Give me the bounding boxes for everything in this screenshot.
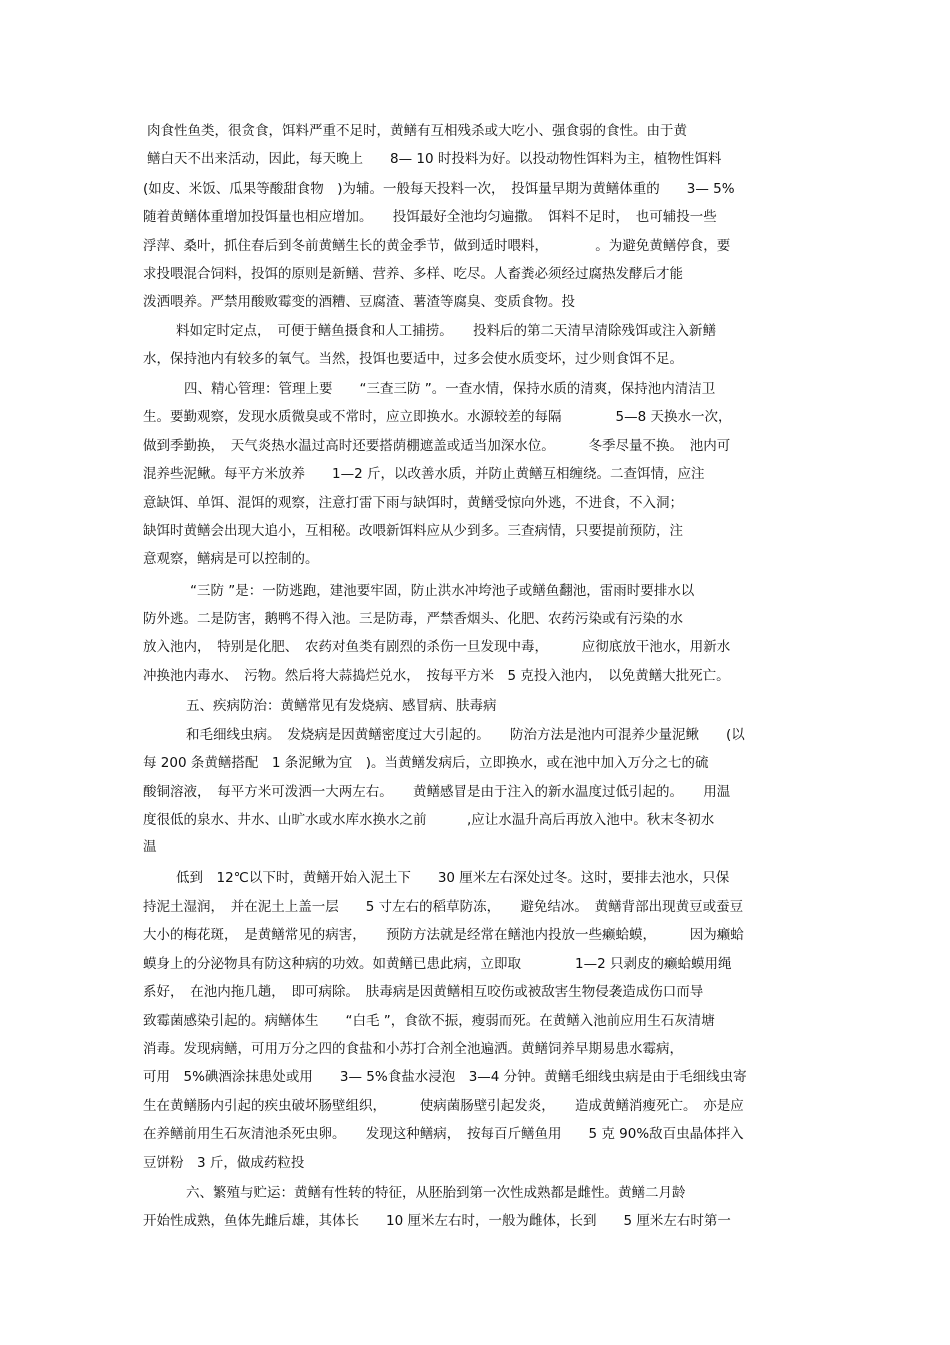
text-line: 酸铜溶液， 每平方米可泼洒一大两左右。 黄鳝感冒是由于注入的新水温度过低引起的。 用温 <box>143 784 731 800</box>
text-line: 致霉菌感染引起的。病鳝体生 “白毛 ”，食欲不振，瘦弱而死。在黄鳝入池前应用生石灰清塘 <box>143 1013 715 1029</box>
text-line: (如皮、米饭、瓜果等酸甜食物 )为辅。一般每天投料一次， 投饵量早期为黄鳝体重的 3— 5% <box>143 181 735 197</box>
text-line: 蟆身上的分泌物具有防这种病的功效。如黄鳝已患此病，立即取 1—2 只剥皮的癞蛤蟆用绳 <box>143 956 732 972</box>
text-line: 做到季勤换， 天气炎热水温过高时还要搭荫棚遮盖或适当加深水位。 冬季尽量不换。 池内可 <box>143 438 731 454</box>
text-line: 鳝白天不出来活动，因此，每天晚上 8— 10 时投料为好。以投动物性饵料为主，植物性饵料 <box>147 151 722 167</box>
text-line: 四、精心管理：管理上要 “三查三防 ”。一查水情，保持水质的清爽，保持池内清洁卫 <box>184 381 716 397</box>
text-line: 浮萍、桑叶，抓住春后到冬前黄鳝生长的黄金季节，做到适时喂料， 。为避免黄鳝停食，要 <box>143 238 731 254</box>
text-line: 防外逃。二是防害，鹅鸭不得入池。三是防毒，严禁香烟头、化肥、农药污染或有污染的水 <box>143 611 683 627</box>
text-line: 肉食性鱼类，很贪食，饵料严重不足时，黄鳝有互相残杀或大吃小、强食弱的食性。由于黄 <box>147 123 687 139</box>
text-line: 大小的梅花斑， 是黄鳝常见的病害， 预防方法就是经常在鳝池内投放一些癞蛤蟆， 因为癞蛤 <box>143 927 744 943</box>
text-line: 开始性成熟，鱼体先雌后雄，其体长 10 厘米左右时，一般为雌体，长到 5 厘米左右时第一 <box>143 1213 731 1229</box>
text-line: 意观察，鳝病是可以控制的。 <box>143 551 319 567</box>
text-line: “三防 ”是：一防逃跑，建池要牢固，防止洪水冲垮池子或鳝鱼翻池，雷雨时要排水以 <box>190 583 695 599</box>
text-line: 随着黄鳝体重增加投饵量也相应增加。 投饵最好全池均匀遍撒。 饵料不足时， 也可辅投一些 <box>143 209 717 225</box>
text-line: 持泥土湿润， 并在泥土上盖一层 5 寸左右的稻草防冻， 避免结冰。 黄鳝背部出现黄豆或蚕豆 <box>143 899 744 915</box>
text-line: 五、疾病防治：黄鳝常见有发烧病、感冒病、肤毒病 <box>186 698 497 714</box>
text-line: 可用 5%碘酒涂抹患处或用 3— 5%食盐水浸泡 3—4 分钟。黄鳝毛细线虫病是由于毛细线虫寄 <box>143 1069 747 1085</box>
text-line: 生在黄鳝肠内引起的疾虫破坏肠壁组织， 使病菌肠壁引起发炎， 造成黄鳝消瘦死亡。 亦是应 <box>143 1098 744 1114</box>
text-line: 低到 12℃以下时，黄鳝开始入泥土下 30 厘米左右深处过冬。这时，要排去池水，只保 <box>176 870 730 886</box>
text-line: 消毒。发现病鳝，可用万分之四的食盐和小苏打合剂全池遍洒。黄鳝饲养早期易患水霉病， <box>143 1041 683 1057</box>
text-line: 混养些泥鳅。每平方米放养 1—2 斤，以改善水质，并防止黄鳝互相缠绕。二查饵情，应注 <box>143 466 705 482</box>
text-line: 在养鳝前用生石灰清池杀死虫卵。 发现这种鳝病， 按每百斤鳝鱼用 5 克 90%敌百虫晶体拌入 <box>143 1126 744 1142</box>
text-line: 六、繁殖与贮运：黄鳝有性转的特征，从胚胎到第一次性成熟都是雌性。黄鳝二月龄 <box>186 1185 686 1201</box>
text-line: 水，保持池内有较多的氧气。当然，投饵也要适中，过多会使水质变坏，过少则食饵不足。 <box>143 351 683 367</box>
text-line: 温 <box>143 839 157 855</box>
text-line: 每 200 条黄鳝搭配 1 条泥鳅为宜 )。当黄鳝发病后，立即换水，或在池中加入万分之七的硫 <box>143 755 709 771</box>
text-line: 缺饵时黄鳝会出现大追小，互相秘。改喂新饵料应从少到多。三查病情，只要提前预防，注 <box>143 523 683 539</box>
text-line: 冲换池内毒水、 污物。然后将大蒜捣烂兑水， 按每平方米 5 克投入池内， 以免黄鳝大批死亡。 <box>143 668 730 684</box>
text-line: 泼洒喂养。严禁用酸败霉变的酒糟、豆腐渣、薯渣等腐臭、变质食物。投 <box>143 294 575 310</box>
text-line: 豆饼粉 3 斤，做成药粒投 <box>143 1155 305 1171</box>
text-line: 和毛细线虫病。 发烧病是因黄鳝密度过大引起的。 防治方法是池内可混养少量泥鳅 (以 <box>186 727 745 743</box>
text-line: 意缺饵、单饵、混饵的观察，注意打雷下雨与缺饵时，黄鳝受惊向外逃，不进食，不入洞； <box>143 495 683 511</box>
text-line: 度很低的泉水、井水、山旷水或水库水换水之前 ,应让水温升高后再放入池中。秋末冬初水 <box>143 812 715 828</box>
text-line: 系好， 在池内拖几趟， 即可病除。 肤毒病是因黄鳝相互咬伤或被敌害生物侵袭造成伤口而导 <box>143 984 704 1000</box>
text-line: 料如定时定点， 可便于鳝鱼摄食和人工捕捞。 投料后的第二天清早清除残饵或注入新鳝 <box>176 323 716 339</box>
text-line: 生。要勤观察，发现水质微臭或不常时，应立即换水。水源较差的每隔 5—8 天换水一次， <box>143 409 732 425</box>
text-line: 求投喂混合饲料，投饵的原则是新鳝、营养、多样、吃尽。人畜粪必须经过腐热发酵后才能 <box>143 266 683 282</box>
text-line: 放入池内， 特别是化肥、 农药对鱼类有剧烈的杀伤一旦发现中毒， 应彻底放干池水，用新水 <box>143 639 731 655</box>
